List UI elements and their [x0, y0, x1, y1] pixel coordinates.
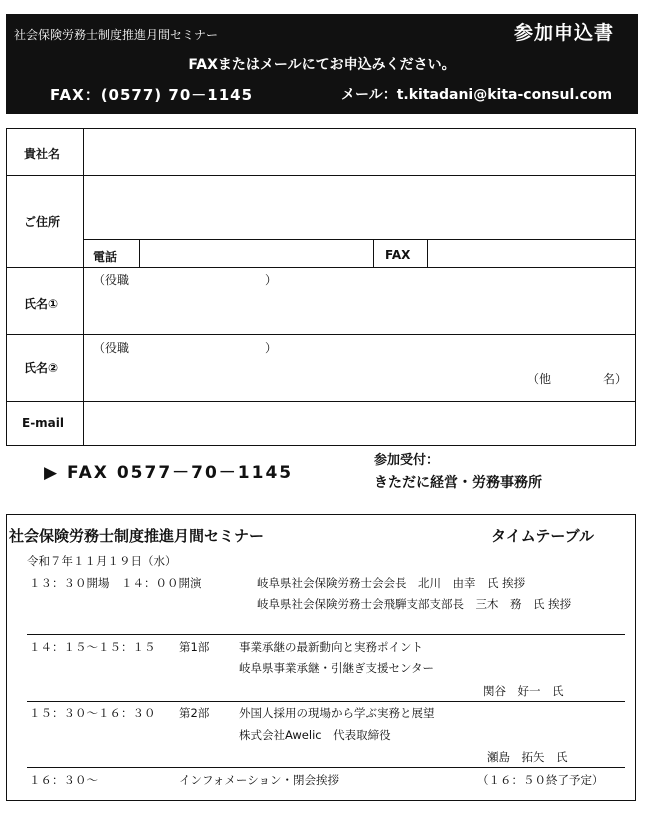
closing-info: インフォメーション・閉会挨拶 [179, 773, 339, 787]
part2-speaker: 瀬島 拓矢 氏 [487, 750, 568, 764]
rule [7, 267, 635, 268]
name2-label: 氏名② [24, 361, 59, 375]
name1-position-open: （役職 [93, 273, 130, 287]
name2-position-close: ） [265, 341, 278, 355]
part2-topic: 外国人採用の現場から学ぶ実務と展望 [239, 706, 435, 720]
mail-label: メール： [341, 87, 397, 103]
form-title: 参加申込書 [514, 22, 615, 44]
part2-time: １５：３０～１６：３０ [29, 706, 156, 720]
phone-divider [139, 239, 140, 267]
header-band [6, 14, 638, 114]
opening-times: １３：３０開場 １４：００開演 [29, 576, 202, 590]
name2-position-open: （役職 [93, 341, 130, 355]
rule [7, 175, 635, 176]
rule [7, 334, 635, 335]
seminar-name: 社会保険労務士制度推進月間セミナー [14, 28, 219, 42]
seminar-date: 令和７年１１月１９日（水） [27, 554, 177, 568]
address-label: ご住所 [24, 215, 61, 229]
timetable-title: タイムテーブル [491, 527, 595, 545]
opening-greeting-1: 岐阜県社会保険労務士会会長 北川 由幸 氏 挨拶 [257, 576, 526, 590]
rule [7, 401, 635, 402]
fax-label: FAX [385, 248, 411, 262]
closing-time: １６：３０～ [29, 773, 98, 787]
part1-time: １４：１５～１５：１５ [29, 640, 156, 654]
fax-number: (0577) 70－1145 [100, 86, 254, 104]
mail-address[interactable]: t.kitadani@kita-consul.com [396, 87, 613, 103]
part2-label: 第2部 [179, 706, 210, 720]
fax-divider-left [373, 239, 374, 267]
reception-office: きただに経営・労務事務所 [374, 475, 542, 491]
reception-label: 参加受付： [374, 453, 440, 468]
fax-divider-right [427, 239, 428, 267]
part1-label: 第1部 [179, 640, 210, 654]
opening-greeting-2: 岐阜県社会保険労務士会飛騨支部支部長 三木 務 氏 挨拶 [257, 597, 572, 611]
timetable-seminar-name: 社会保険労務士制度推進月間セミナー [9, 527, 265, 545]
application-form [6, 128, 636, 446]
part1-topic: 事業承継の最新動向と実務ポイント [239, 640, 423, 654]
label-divider [83, 129, 84, 445]
closing-end: （１６：５０終了予定） [477, 773, 604, 787]
separator [27, 767, 625, 768]
separator [27, 701, 625, 702]
part1-org: 岐阜県事業承継・引継ぎ支援センター [239, 661, 435, 675]
separator [27, 634, 625, 635]
phone-label: 電話 [93, 250, 118, 264]
instruction-text: FAXまたはメールにてお申込みください。 [188, 57, 456, 73]
others-open: （他 [527, 372, 552, 386]
timetable [6, 514, 636, 801]
rule [83, 239, 635, 240]
email-label: E-mail [22, 416, 65, 430]
fax-banner: ▶ FAX 0577－70－1145 [44, 463, 294, 483]
header-fax [50, 84, 253, 105]
name1-label: 氏名① [24, 297, 59, 311]
fax-label: FAX： [50, 86, 101, 104]
part1-speaker: 関谷 好一 氏 [483, 684, 564, 698]
name1-position-close: ） [265, 273, 278, 287]
company-label: 貴社名 [24, 147, 61, 161]
header-mail [341, 84, 612, 104]
others-close: 名） [603, 372, 628, 386]
part2-org: 株式会社Awelic 代表取締役 [239, 728, 391, 742]
